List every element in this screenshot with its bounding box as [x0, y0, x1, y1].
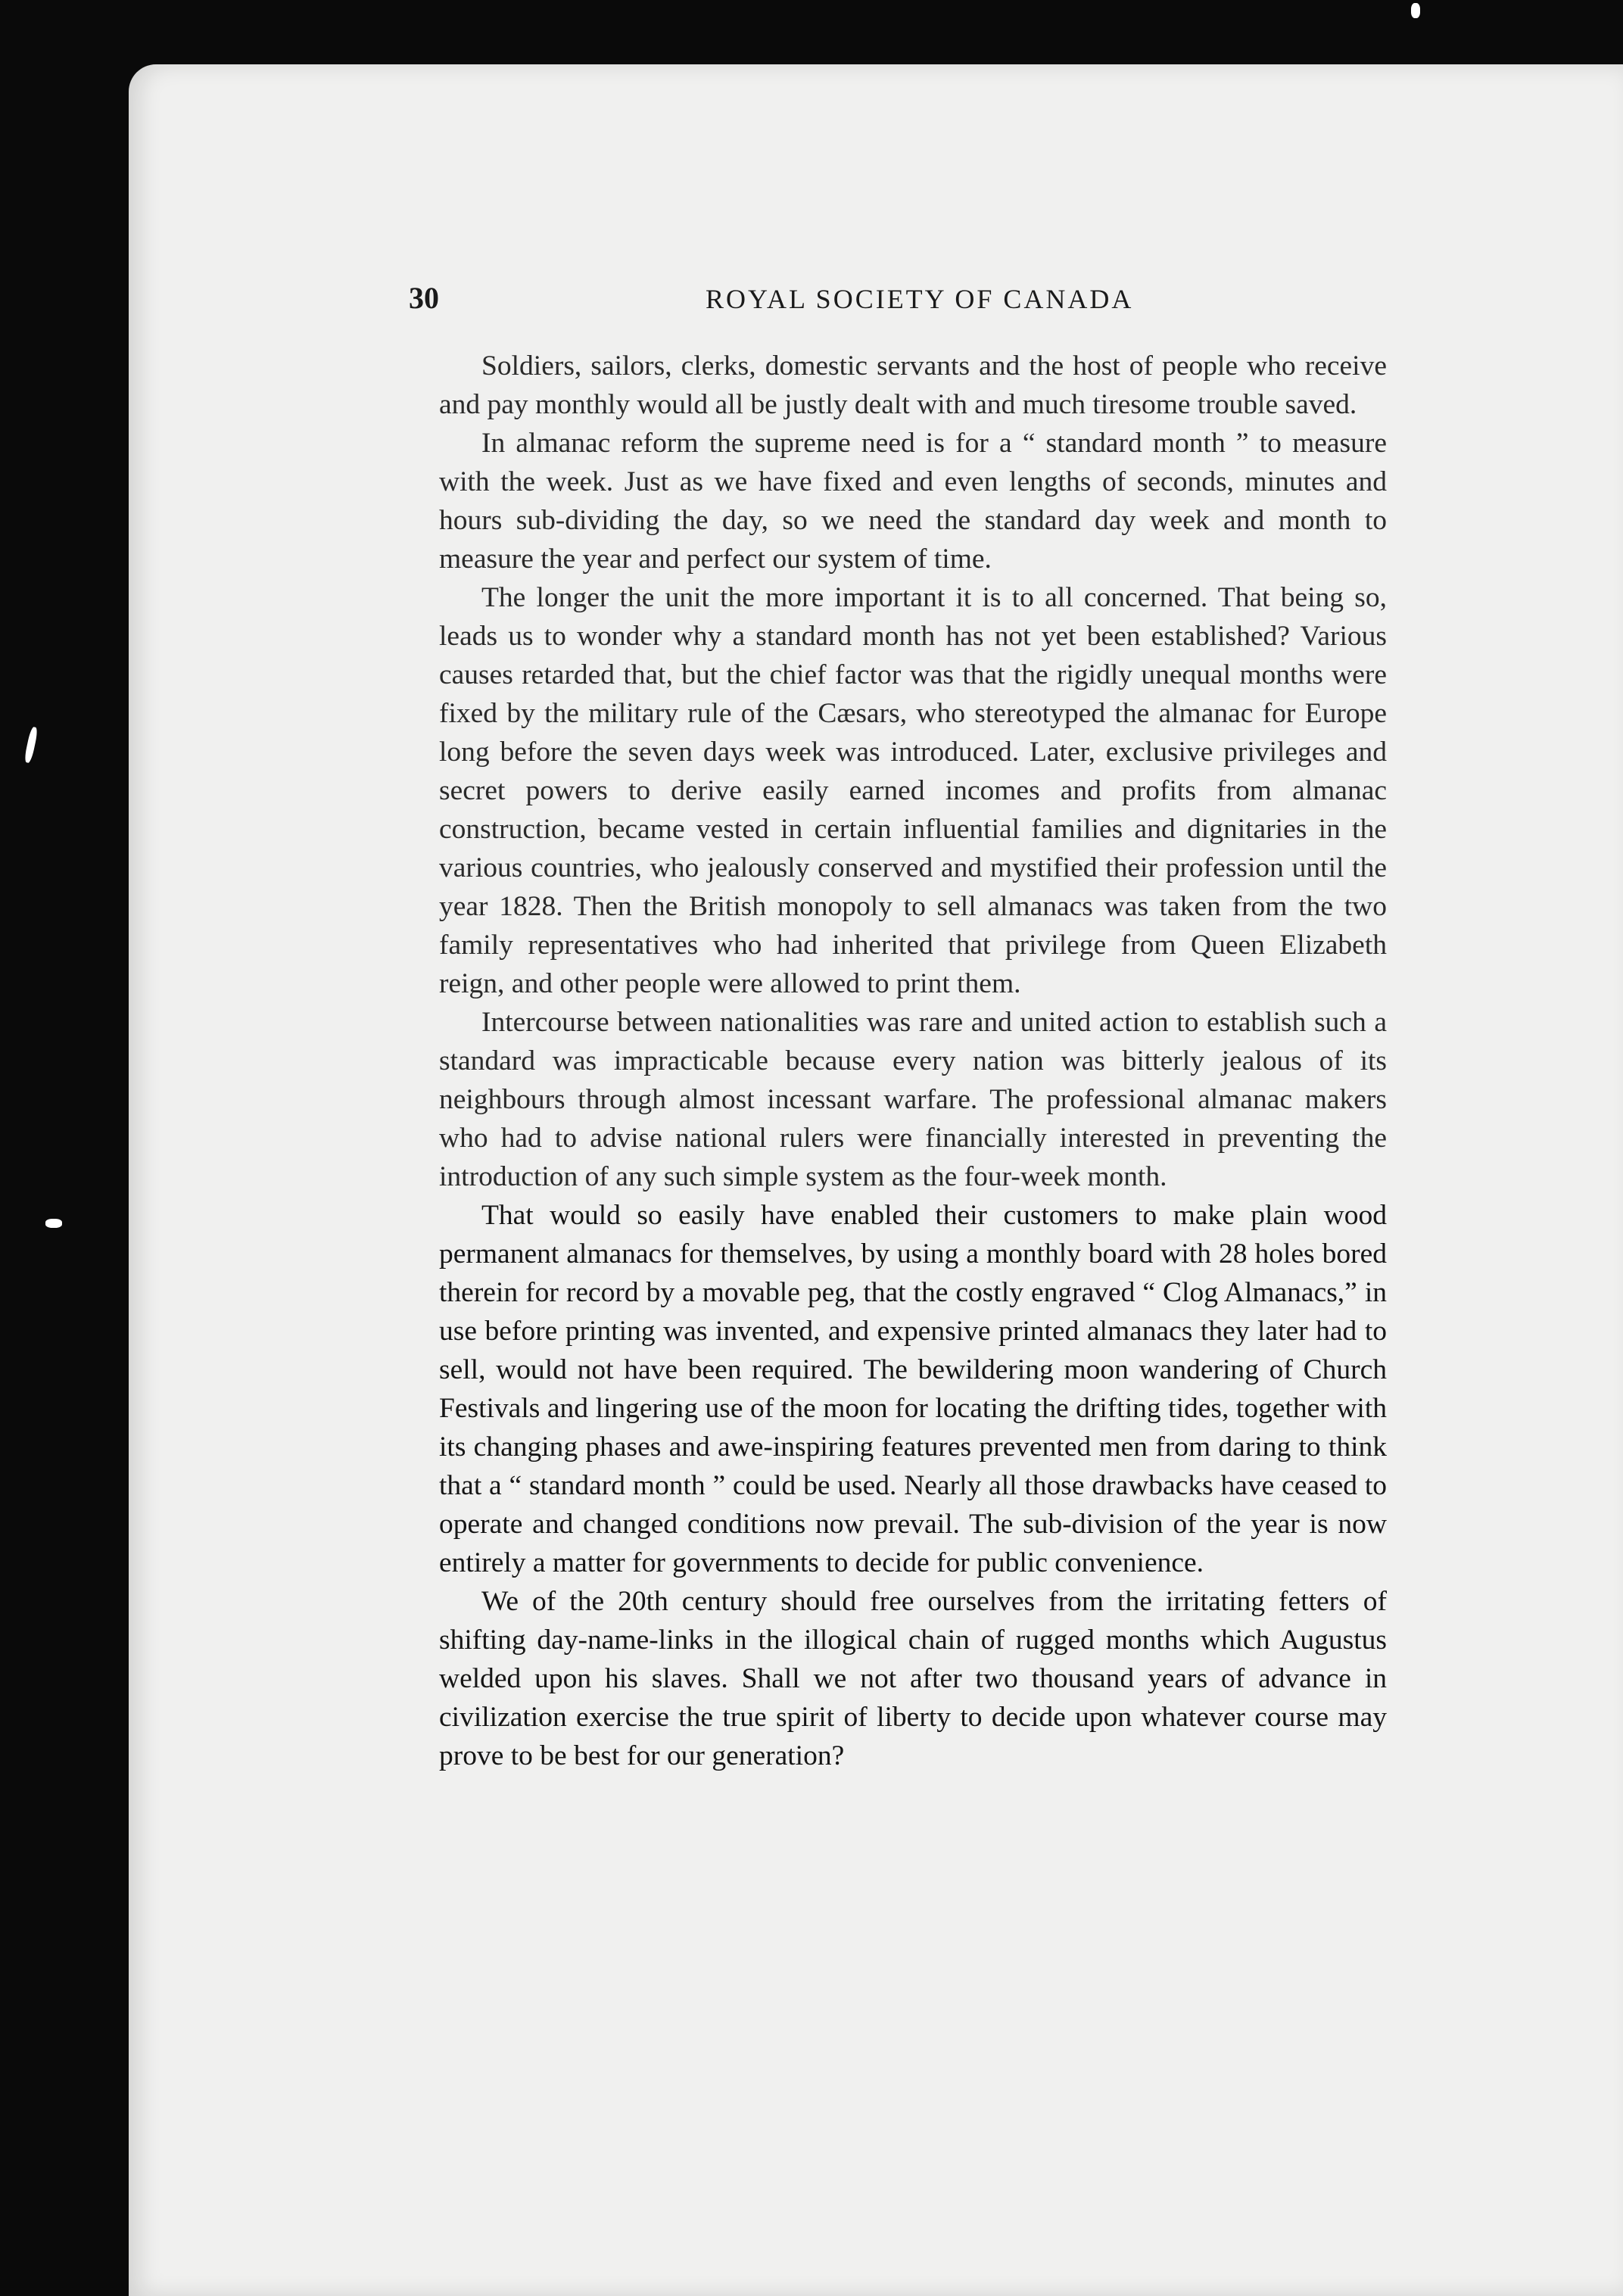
body-text: [439, 347, 1387, 1775]
paragraph: Soldiers, sailors, clerks, domestic servants and the host of people who receive and pay monthly would all be justly dealt with and much tiresome trouble saved.: [439, 350, 1387, 420]
paragraph: In almanac reform the supreme need is for a “ standard month ” to measure with the week. Just as we have fixed and even lengths of seconds, minutes and hours sub-dividing the day, so we need the standard day week and month to measure the year and perfect our system of time.: [439, 428, 1387, 575]
paragraph: Intercourse between nationalities was rare and united action to establish such a standard was impracticable because every nation was bitterly jealous of its neighbours through almost incessant warfare. The professional almanac makers who had to advise national rulers were financially interested in preventing the introduction of any such simple system as the four-week month.: [439, 1007, 1387, 1192]
page-header: [409, 280, 1393, 326]
paragraph: That would so easily have enabled their customers to make plain wood permanent almanacs for themselves, by using a monthly board with 28 holes bored therein for record by a movable peg, that the costly engraved “ Clog Almanacs,” in use before printing was invented, and expensive printed almanacs they later had to sell, would not have been required. The bewildering moon wandering of Church Festivals and lingering use of the moon for locating the drifting tides, together with its changing phases and awe-inspiring features prevented men from daring to think that a “ standard month ” could be used. Nearly all those drawbacks have ceased to operate and changed conditions now prevail. The sub-division of the year is now entirely a matter for governments to decide for public convenience.: [439, 1200, 1387, 1578]
scan-speck: [45, 1219, 62, 1228]
page-number: 30: [409, 281, 439, 315]
scan-speck: [23, 726, 39, 763]
scan-speck: [1411, 3, 1420, 18]
paragraph: We of the 20th century should free ourselves from the irritating fetters of shifting day-name-links in the illogical chain of rugged months which Augustus welded upon his slaves. Shall we not after two thousand years of advance in civilization exercise the true spirit of liberty to decide upon whatever course may prove to be best for our generation?: [439, 1586, 1387, 1771]
paragraph: The longer the unit the more important it is to all concerned. That being so, leads us to wonder why a standard month has not yet been established? Various causes retarded that, but the chief factor was that the rigidly unequal months were fixed by the military rule of the Cæsars, who stereotyped the almanac for Europe long before the seven days week was introduced. Later, exclusive privileges and secret powers to derive easily earned incomes and profits from almanac construction, became vested in certain influential families and dignitaries in the various countries, who jealously conserved and mystified their profession until the year 1828. Then the British monopoly to sell almanacs was taken from the two family representatives who had inherited that privilege from Queen Elizabeth reign, and other people were allowed to print them.: [439, 582, 1387, 999]
running-head: ROYAL SOCIETY OF CANADA: [706, 284, 1134, 314]
